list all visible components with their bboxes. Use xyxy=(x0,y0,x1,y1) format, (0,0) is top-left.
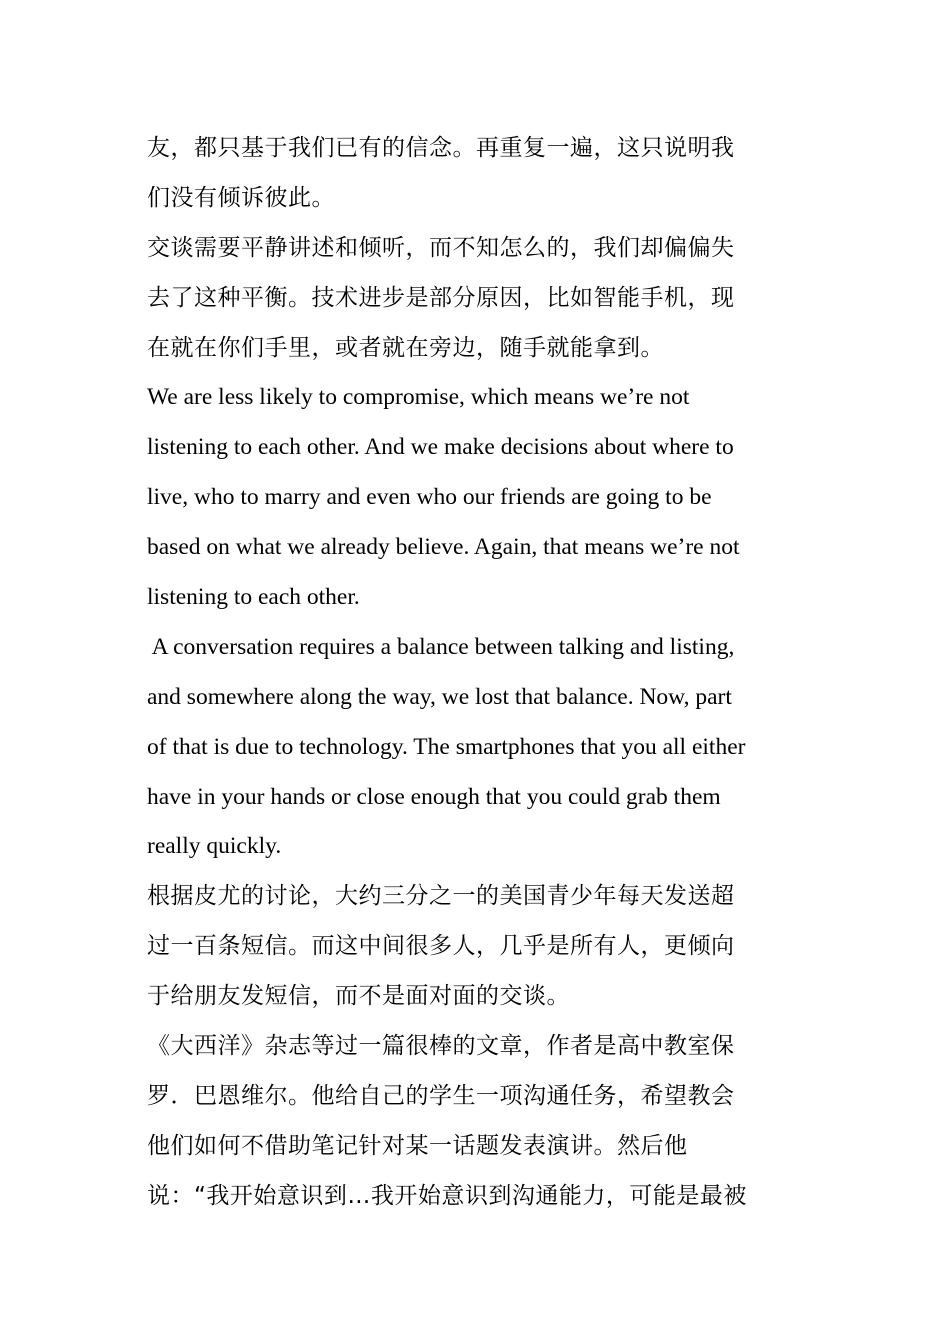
text-line: 们没有倾诉彼此。 xyxy=(147,184,335,211)
text-line: 他们如何不借助笔记针对某一话题发表演讲。然后他 xyxy=(147,1132,688,1159)
document-body xyxy=(147,124,807,1222)
text-line: based on what we already believe. Again, that means we’re not xyxy=(147,534,740,561)
text-line: live, who to marry and even who our friends are going to be xyxy=(147,484,712,511)
text-line: 罗．巴恩维尔。他给自己的学生一项沟通任务，希望教会 xyxy=(147,1082,735,1109)
text-line: 于给朋友发短信，而不是面对面的交谈。 xyxy=(147,983,570,1010)
text-line: 友，都只基于我们已有的信念。再重复一遍，这只说明我 xyxy=(147,135,735,161)
text-line: listening to each other. And we make decisions about where to xyxy=(147,434,734,461)
text-line: 根据皮尤的讨论，大约三分之一的美国青少年每天发送超 xyxy=(147,883,735,910)
text-line: 在就在你们手里，或者就在旁边，随手就能拿到。 xyxy=(147,334,664,361)
text-line: 说：“我开始意识到…我开始意识到沟通能力，可能是最被 xyxy=(147,1182,747,1209)
text-line: listening to each other. xyxy=(147,584,360,611)
text-line: We are less likely to compromise, which means we’re not xyxy=(147,384,690,411)
text-line: of that is due to technology. The smartphones that you all either xyxy=(147,733,746,760)
text-line: 《大西洋》杂志等过一篇很棒的文章，作者是高中教室保 xyxy=(147,1033,735,1060)
text-line: A conversation requires a balance between talking and listing, xyxy=(147,633,735,660)
text-line: 去了这种平衡。技术进步是部分原因，比如智能手机，现 xyxy=(147,284,735,311)
text-line: and somewhere along the way, we lost that balance. Now, part xyxy=(147,683,732,710)
text-line: 交谈需要平静讲述和倾听，而不知怎么的，我们却偏偏失 xyxy=(147,234,735,261)
text-line: have in your hands or close enough that you could grab them xyxy=(147,783,721,810)
text-line: really quickly. xyxy=(147,833,282,860)
text-line: 过一百条短信。而这中间很多人，几乎是所有人，更倾向 xyxy=(147,933,735,960)
